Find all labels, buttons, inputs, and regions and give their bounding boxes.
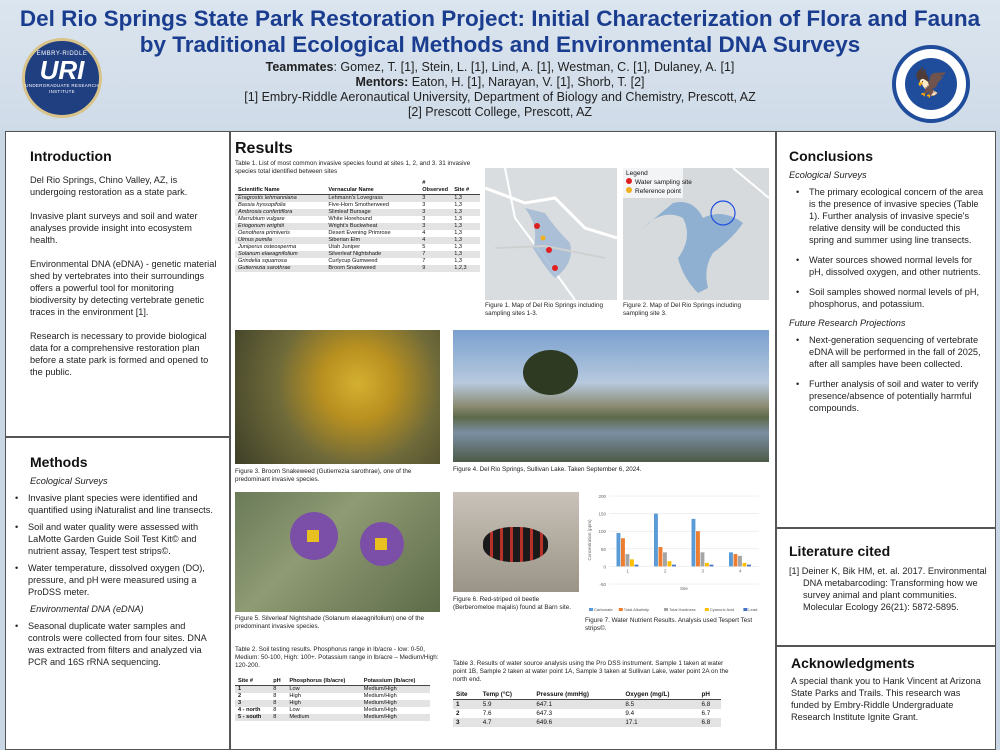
svg-text:Cyanuric Acid: Cyanuric Acid (709, 607, 735, 612)
svg-text:50: 50 (600, 546, 606, 552)
introduction-heading: Introduction (30, 148, 112, 164)
acknowledgments-heading: Acknowledgments (791, 655, 915, 671)
methods-list (10, 492, 219, 598)
water-results-table: Site Temp (°C) Pressure (mmHg) Oxygen (mg/L) pH 1 5.9 647.1 8.5 6.8 2 7.6 647.3 9.4 6.7 3 4.7 649.6 17.1 6.8 (453, 690, 721, 727)
water-nutrient-chart (585, 490, 771, 614)
figure3-caption: Figure 3. Broom Snakeweed (Gutierrezia sarothrae), one of the predominant invasive species. (235, 468, 412, 483)
silverleaf-nightshade-photo (235, 492, 440, 612)
sullivan-lake-photo (453, 330, 769, 462)
table-row: 1 8 Low Medium/High (235, 686, 430, 694)
methods-list (10, 620, 219, 668)
conclusions-heading: Conclusions (789, 148, 874, 164)
svg-text:2: 2 (663, 568, 667, 574)
title-line-2: by Traditional Ecological Methods and Environmental DNA Surveys (139, 32, 861, 57)
soil-results-table: Site # pH Phosphorus (lb/acre) Potassium (lb/acre) 1 8 Low Medium/High 2 8 High Medium/High 3 8 High Medium/High 4 - north 8 Low Medium/High 5 - south 8 Medium Medium/High (235, 678, 430, 721)
site-map-1 (485, 168, 617, 300)
table-row: 2 8 High Medium/High (238, 693, 397, 699)
list-item: • Invasive plant species were identified and quantified using iNaturalist and line transects. (10, 492, 219, 516)
table-row: 2 7.6 647.3 9.4 6.7 (456, 710, 711, 717)
table-row: Ulmus pumila Siberian Elm 4 1,3 (235, 237, 480, 244)
intro-paragraph: Research is necessary to provide biological data for a comprehensive restoration plan before a state park is formed and opened to the public. (30, 331, 209, 377)
table-row: 5 - south 8 Medium Medium/High (235, 714, 430, 721)
conclusions-list (791, 186, 987, 310)
svg-text:Carbonate: Carbonate (594, 607, 613, 612)
table-row: Eriogonum wrightii Wright's Buckwheat 3 1,3 (235, 223, 480, 230)
list-item: • Soil and water quality were assessed with LaMotte Garden Guide Soil Test Kit© and nutrient assay, Tespert test strips©. (10, 521, 219, 557)
author-block (0, 60, 1000, 120)
figure6-caption: Figure 6. Red-striped oil beetle (Berberomeloe majalis) found at Barn site. (453, 596, 571, 611)
figure7-caption: Figure 7. Water Nutrient Results. Analysis used Tespert Test strips©. (585, 617, 753, 632)
svg-text:Concentration (ppm): Concentration (ppm) (587, 519, 592, 561)
table1-caption: Table 1. List of most common invasive species found at sites 1, 2, and 3. 31 invasive species total identified between sites (235, 160, 471, 175)
affiliation-1: [1] Embry-Riddle Aeronautical University, Department of Biology and Chemistry, Prescott, AZ (244, 90, 756, 104)
table-row: Juniperus osteosperma Utah Juniper 5 1,3 (238, 244, 462, 250)
title-line-1: Del Rio Springs State Park Restoration Project: Initial Characterization of Flora and Fauna (19, 6, 981, 31)
table-row: Marrubium vulgare White Horehound 3 1,3 (238, 216, 462, 222)
site-map-2 (623, 168, 769, 300)
svg-text:4: 4 (738, 568, 742, 574)
table-row: Gutierrezia sarothrae Broom Snakeweed 9 1,2,3 (235, 265, 480, 272)
svg-text:1: 1 (626, 568, 630, 574)
red-dot-icon (626, 178, 632, 184)
literature-heading: Literature cited (789, 543, 891, 559)
svg-text:150: 150 (598, 511, 606, 517)
table-row: 3 4.7 649.6 17.1 6.8 (453, 718, 721, 727)
methods-panel (5, 437, 230, 750)
intro-paragraph: Invasive plant surveys and soil and water analyses provide insight into ecosystem health. (30, 211, 198, 245)
results-panel (230, 131, 776, 750)
conclusions-list (791, 334, 987, 414)
yellow-dot-icon (626, 187, 632, 193)
svg-text:200: 200 (598, 494, 606, 499)
table-row: Ambrosia confertiflora Slimleaf Bursage 3 1,3 (235, 209, 480, 216)
list-item: • The primary ecological concern of the area is the presence of invasive species (Table 1). Further analysis of invasive specie's relative density will be conducted this spring and summer using line transects. (791, 186, 987, 246)
svg-text:Total Hardness: Total Hardness (669, 607, 696, 612)
conclusions-panel (776, 131, 996, 528)
conclusions-subheading: Future Research Projections (789, 318, 906, 328)
acknowledgments-text: A special thank you to Hank Vincent at Arizona State Parks and Trails. This research was funded by Embry-Riddle Undergraduate Research Institute Ignite Grant. (791, 676, 981, 722)
table-row: Solanum elaeagnifolium Silverleaf Nightshade 7 1,3 (235, 251, 480, 258)
list-item: • Further analysis of soil and water to verify presence/absence of potentially harmful compounds. (791, 378, 987, 414)
svg-text:0: 0 (603, 564, 606, 570)
invasive-species-table: Scientific Name Vernacular Name # Observed Site # Eragrostis lehmanniana Lehmann's Lovegrass 3 1,3 Bassia hyssopifolia Five-Horn Smotherweed 3 1,3 Ambrosia confertiflora Slimleaf Bursage 3 1,3 Marrubium vulgare White Horehound 3 1,3 Eriogonum wrightii Wright's Buckwheat 3 1,3 Oenothera primiveris Desert Evening Primrose 4 1,3 Ulmus pumila Siberian Elm 4 1,3 Juniperus osteosperma Utah Juniper 5 1,3 Solanum elaeagnifolium Silverleaf Nightshade 7 1,3 Grindelia squarrosa Curlycup Gumweed 7 1,3 Gutierrezia sarothrae Broom Snakeweed 9 1,2,3 (235, 180, 480, 272)
broom-snakeweed-photo (235, 330, 440, 464)
table2-caption: Table 2. Soil testing results. Phosphorus range in lb/acre - low: 0-50, Medium: 50-100, High: 100+. Potassium range in lb/acre – Medium/High: 120-200. (235, 646, 439, 669)
eagle-icon: 🦅 (913, 67, 949, 98)
erau-seal-logo (892, 45, 970, 123)
mentors: Mentors: Eaton, H. [1], Narayan, V. [1], Shorb, T. [2] (355, 75, 645, 89)
literature-panel (776, 528, 996, 646)
uri-logo: EMBRY-RIDDLE URI UNDERGRADUATE RESEARCH INSTITUTE (22, 38, 102, 118)
acknowledgments-panel (776, 646, 996, 750)
intro-paragraph: Del Rio Springs, Chino Valley, AZ, is undergoing restoration as a state park. (30, 175, 188, 197)
affiliation-2: [2] Prescott College, Prescott, AZ (407, 105, 593, 119)
table3-caption: Table 3. Results of water source analysis using the Pro DSS instrument. Sample 1 taken at water point 1B, Sample 2 taken at water point 1A, Sample 3 taken at Sullivan Lake, water point 2A on the north end. (453, 660, 729, 683)
methods-subheading: Environmental DNA (eDNA) (30, 604, 144, 614)
introduction-panel (5, 131, 230, 437)
table-row: 3 8 High Medium/High (235, 700, 430, 707)
figure2-caption: Figure 2. Map of Del Rio Springs including sampling site 3. (623, 302, 741, 317)
table-row: 4 - north 8 Low Medium/High (238, 707, 397, 713)
map-legend: Legend Water sampling site Reference point (626, 170, 692, 195)
table-row: Grindelia squarrosa Curlycup Gumweed 7 1,3 (238, 258, 462, 264)
svg-text:Lead: Lead (748, 607, 758, 612)
intro-paragraph: Environmental DNA (eDNA) - genetic material shed by vertebrates into their surroundings offers a powerful tool for monitoring biodiversity by detecting vertebrate genetic traces in the environment [1]. (30, 259, 217, 317)
figure1-caption: Figure 1. Map of Del Rio Springs including sampling sites 1-3. (485, 302, 603, 317)
table-row: Eragrostis lehmanniana Lehmann's Lovegrass 3 1,3 (235, 195, 480, 203)
methods-heading: Methods (30, 454, 88, 470)
list-item: • Next-generation sequencing of vertebrate eDNA will be performed in the fall of 2025, after all samples have been collected. (791, 334, 987, 370)
svg-text:-50: -50 (599, 582, 606, 587)
list-item: • Seasonal duplicate water samples and controls were collected from four sites. DNA was extracted from filters and analyzed via PCR and 16S rRNA sequencing. (10, 620, 219, 668)
results-heading: Results (235, 140, 293, 157)
poster-header (0, 0, 1000, 130)
list-item: • Water sources showed normal levels for pH, dissolved oxygen, and other nutrients. (791, 254, 987, 278)
list-item: • Water temperature, dissolved oxygen (DO), pressure, and pH were measured using a ProDSS meter. (10, 562, 219, 598)
reference-entry: [1] Deiner K, Bik HM, et. al. 2017. Environmental DNA metabarcoding: Transforming how we survey animal and plant communities. Molecular Ecology 26(21): 5872-5895. (789, 566, 987, 612)
table-row: 1 5.9 647.1 8.5 6.8 (453, 700, 721, 710)
conclusions-subheading: Ecological Surveys (789, 170, 867, 180)
svg-text:Total Alkalinity: Total Alkalinity (623, 607, 649, 612)
table-row: Oenothera primiveris Desert Evening Primrose 4 1,3 (238, 230, 462, 236)
methods-subheading: Ecological Surveys (30, 476, 108, 486)
svg-text:Site: Site (680, 586, 688, 591)
oil-beetle-photo (453, 492, 579, 592)
list-item: • Soil samples showed normal levels of pH, phosphorus, and potassium. (791, 286, 987, 310)
figure4-caption: Figure 4. Del Rio Springs, Sullivan Lake. Taken September 6, 2024. (453, 466, 642, 473)
svg-text:3: 3 (701, 568, 705, 574)
table-row: Bassia hyssopifolia Five-Horn Smotherweed 3 1,3 (238, 202, 462, 208)
svg-text:100: 100 (598, 529, 606, 535)
figure5-caption: Figure 5. Silverleaf Nightshade (Solanum elaeagnifolium) one of the predominant invasive species. (235, 615, 425, 630)
poster-title (0, 6, 1000, 58)
teammates: Teammates: Gomez, T. [1], Stein, L. [1], Lind, A. [1], Westman, C. [1], Dulaney, A. [1] (265, 60, 735, 74)
